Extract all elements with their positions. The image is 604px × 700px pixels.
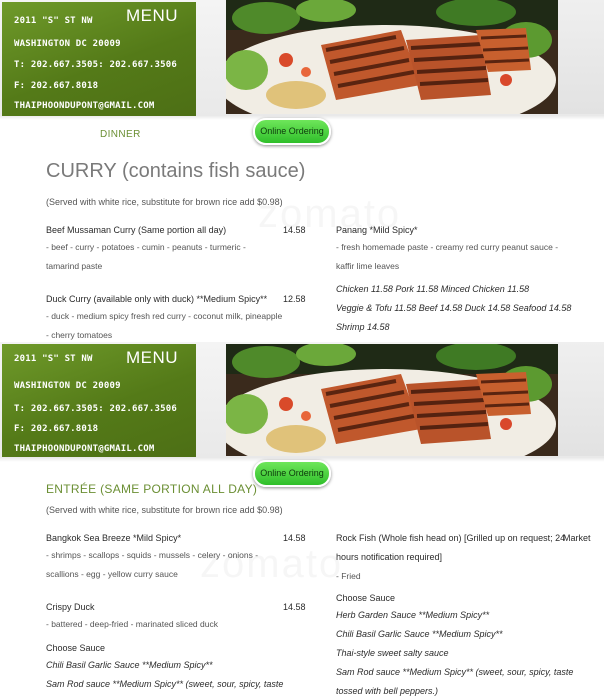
menu-item-name: Rock Fish (Whole fish head on) [Grilled up on request; 24: [336, 533, 566, 543]
menu-item-description: - duck - medium spicy fresh red curry - coconut milk, pineapple - cherry tomatoes: [46, 311, 283, 340]
menu-item-price: 12.58: [283, 294, 306, 304]
address-line-2: WASHINGTON DC 20009: [14, 381, 121, 391]
photo-margin: [558, 0, 604, 114]
tab-dinner: DINNER: [100, 129, 141, 140]
menu-item-description: - beef - curry - potatoes - cumin - peanuts - turmeric - tamarind paste: [46, 242, 246, 271]
served-note: (Served with white rice, substitute for brown rice add $0.98): [46, 197, 283, 207]
restaurant-info-box: [2, 2, 196, 116]
menu-item-price: Market: [563, 533, 591, 543]
menu-item-price: 14.58: [283, 225, 306, 235]
email-address: THAIPHOONDUPONT@GMAIL.COM: [14, 444, 155, 454]
menu-item-name: Beef Mussaman Curry (Same portion all day): [46, 225, 227, 235]
choose-sauce-label: Choose Sauce: [46, 643, 106, 653]
food-photo: [226, 0, 558, 114]
photo-margin: [558, 342, 604, 456]
email-address: THAIPHOONDUPONT@GMAIL.COM: [14, 101, 155, 111]
menu-item-name-continued: hours notification required]: [336, 552, 443, 562]
section-title-entree: ENTRÉE (SAME PORTION ALL DAY): [46, 482, 258, 496]
menu-item-price: 14.58: [283, 533, 306, 543]
menu-item-options: Chicken 11.58 Pork 11.58 Minced Chicken 11.58 Veggie & Tofu 11.58 Beef 14.58 Duck 14.58 Seafood 14.58 Shrimp 14.58: [336, 284, 572, 332]
menu-item-description: - shrimps - scallops - squids - mussels - celery - onions - scallions - egg - yellow curry sauce: [46, 550, 259, 579]
menu-page-curry: [0, 0, 604, 342]
phone-numbers: T: 202.667.3505: 202.667.3506: [14, 60, 177, 70]
menu-item-description: - battered - deep-fried - marinated sliced duck: [46, 619, 218, 629]
address-line-2: WASHINGTON DC 20009: [14, 39, 121, 49]
menu-item-name: Bangkok Sea Breeze *Mild Spicy*: [46, 533, 182, 543]
fax-number: F: 202.667.8018: [14, 424, 99, 434]
menu-item-price: 14.58: [283, 602, 306, 612]
menu-label: MENU: [125, 348, 178, 367]
menu-label: MENU: [125, 6, 178, 25]
sauce-options: Chili Basil Garlic Sauce **Medium Spicy** Sam Rod sauce **Medium Spicy** (sweet, sour, spicy, taste: [46, 660, 284, 689]
section-title-curry: CURRY (contains fish sauce): [46, 160, 306, 182]
food-photo: [226, 344, 558, 456]
choose-sauce-label: Choose Sauce: [336, 593, 396, 603]
sauce-options: Herb Garden Sauce **Medium Spicy** Chili Basil Garlic Sauce **Medium Spicy** Thai-style sweet salty sauce Sam Rod sauce **Medium Spicy** (sweet, sour, spicy, taste tossed with bell peppers.): [336, 610, 574, 696]
menu-item-description: - fresh homemade paste - creamy red curry peanut sauce - kaffir lime leaves: [336, 242, 559, 271]
menu-item-description: - Fried: [336, 571, 361, 581]
address-line-1: 2011 "S" ST NW: [14, 16, 93, 26]
phone-numbers: T: 202.667.3505: 202.667.3506: [14, 404, 177, 414]
menu-item-name: Crispy Duck: [46, 602, 95, 612]
online-ordering-button[interactable]: Online Ordering: [253, 118, 331, 145]
served-note: (Served with white rice, substitute for brown rice add $0.98): [46, 505, 283, 515]
menu-item-name: Panang *Mild Spicy*: [336, 225, 418, 235]
address-line-1: 2011 "S" ST NW: [14, 354, 93, 364]
fax-number: F: 202.667.8018: [14, 81, 99, 91]
online-ordering-button[interactable]: Online Ordering: [253, 460, 331, 487]
menu-item-name: Duck Curry (available only with duck) **Medium Spicy**: [46, 294, 268, 304]
menu-page-entree: [0, 342, 604, 700]
restaurant-info-box: [2, 344, 196, 457]
